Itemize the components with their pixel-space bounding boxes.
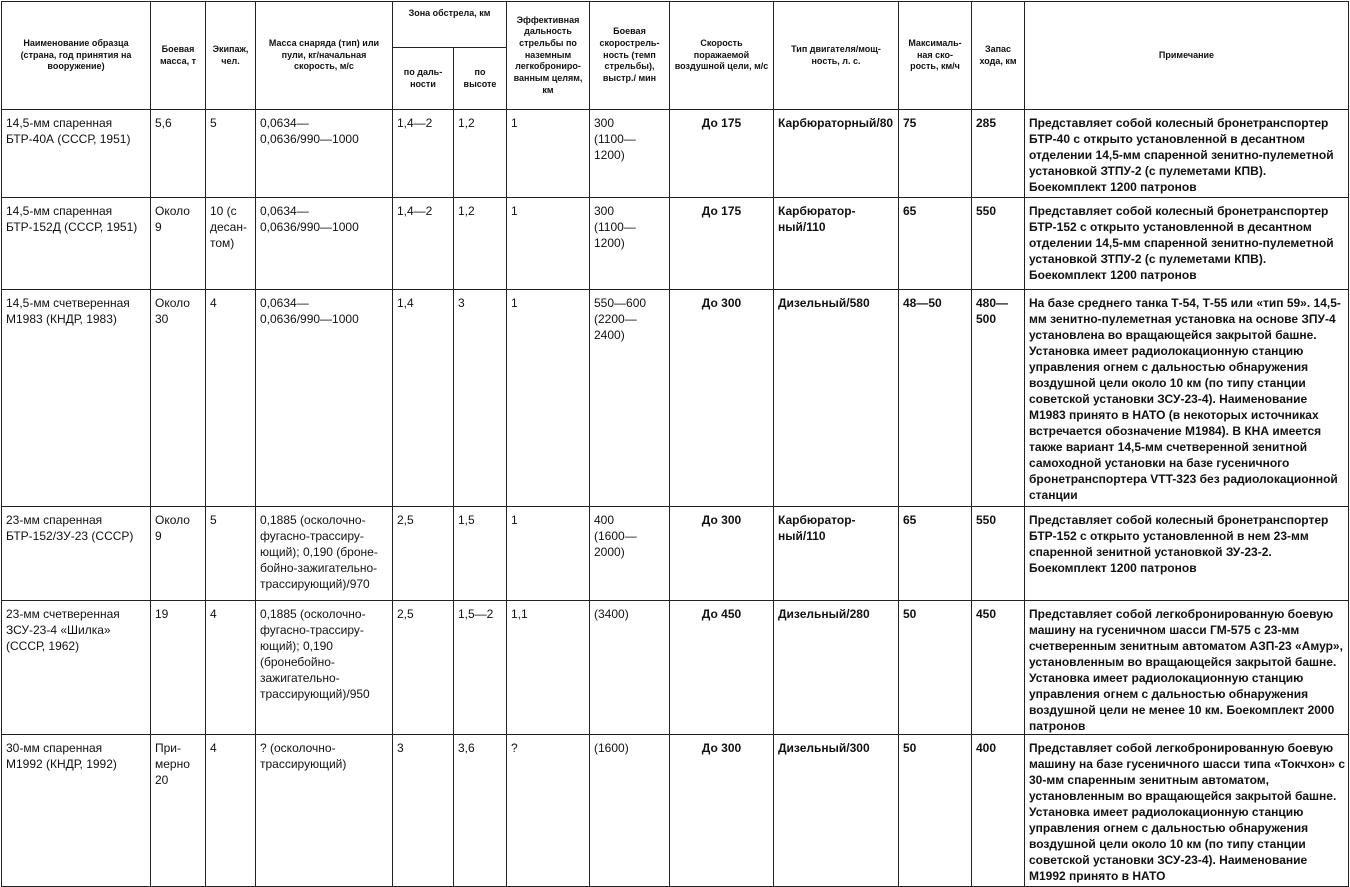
cell-projectile: 0,1885 (осколочно- фугасно-трассиру- ющий); 0,190 (бронебойно- зажигательно- трассирующий)/950 xyxy=(256,601,393,735)
cell-zone-height: 3 xyxy=(454,290,507,507)
cell-engine: Карбюратор- ный/110 xyxy=(774,198,899,290)
header-range: Запас хода, км xyxy=(972,2,1025,110)
header-name: Наименование образца (страна, год принятия на вооружение) xyxy=(2,2,151,110)
cell-target-speed: До 300 xyxy=(670,507,774,601)
cell-max-speed: 48—50 xyxy=(899,290,972,507)
header-max-speed: Максималь- ная ско- рость, км/ч xyxy=(899,2,972,110)
cell-effective-range: 1,1 xyxy=(507,601,590,735)
cell-zone-height: 1,5—2 xyxy=(454,601,507,735)
cell-rate-of-fire: 300 (1100— 1200) xyxy=(590,110,670,198)
cell-max-speed: 65 xyxy=(899,507,972,601)
cell-target-speed: До 450 xyxy=(670,601,774,735)
cell-note: Представляет собой легкобронированную боевую машину на гусеничном шасси ГМ-575 с 23-мм счетверенным зенитным автоматом АЗП-23 «Амур», установленным во вращающейся закрытой башне. Установка имеет радиолокационную станцию управления огнем с дальностью обнаружения воздушной цели не менее 10 км. Боекомплект 2000 патронов xyxy=(1025,601,1349,735)
cell-projectile: 0,0634— 0,0636/990—1000 xyxy=(256,110,393,198)
cell-effective-range: 1 xyxy=(507,290,590,507)
cell-projectile: ? (осколочно- трассирующий) xyxy=(256,735,393,887)
cell-note: Представляет собой колесный бронетранспортер БТР-40 с открыто установленной в десантном отделении 14,5-мм спаренной зенитно-пулеметной установкой ЗТПУ-2 (с пулеметами КПВ). Боекомплект 1200 патронов xyxy=(1025,110,1349,198)
cell-range: 550 xyxy=(972,198,1025,290)
cell-range: 480— 500 xyxy=(972,290,1025,507)
cell-mass: 5,6 xyxy=(151,110,206,198)
cell-rate-of-fire: (3400) xyxy=(590,601,670,735)
cell-zone-range: 1,4—2 xyxy=(393,110,454,198)
cell-name: 23-мм спаренная БТР-152/ЗУ-23 (СССР) xyxy=(2,507,151,601)
cell-effective-range: 1 xyxy=(507,198,590,290)
cell-zone-range: 2,5 xyxy=(393,507,454,601)
header-engine: Тип двигателя/мощ- ность, л. с. xyxy=(774,2,899,110)
header-zone-range: по даль- ности xyxy=(393,48,454,110)
cell-max-speed: 50 xyxy=(899,601,972,735)
cell-engine: Дизельный/580 xyxy=(774,290,899,507)
header-zone: Зона обстрела, км xyxy=(393,2,507,48)
cell-zone-height: 1,2 xyxy=(454,110,507,198)
cell-range: 400 xyxy=(972,735,1025,887)
cell-mass: Около 30 xyxy=(151,290,206,507)
table-body xyxy=(2,110,1349,887)
header-zone-height: по высоте xyxy=(454,48,507,110)
header-mass: Боевая масса, т xyxy=(151,2,206,110)
cell-name: 30-мм спаренная М1992 (КНДР, 1992) xyxy=(2,735,151,887)
cell-projectile: 0,0634— 0,0636/990—1000 xyxy=(256,290,393,507)
cell-range: 550 xyxy=(972,507,1025,601)
cell-rate-of-fire: 300 (1100— 1200) xyxy=(590,198,670,290)
cell-target-speed: До 175 xyxy=(670,198,774,290)
table-row xyxy=(2,507,1349,601)
cell-max-speed: 65 xyxy=(899,198,972,290)
cell-zone-height: 3,6 xyxy=(454,735,507,887)
cell-max-speed: 75 xyxy=(899,110,972,198)
header-rate-of-fire: Боевая скорострель- ность (темп стрельбы), выстр./ мин xyxy=(590,2,670,110)
cell-note: Представляет собой колесный бронетранспортер БТР-152 с открыто установленной в десантном отделении 14,5-мм спаренной зенитно-пулеметной установкой ЗТПУ-2 (с пулеметами КПВ). Боекомплект 1200 патронов xyxy=(1025,198,1349,290)
header-target-speed: Скорость поражаемой воздушной цели, м/с xyxy=(670,2,774,110)
cell-range: 285 xyxy=(972,110,1025,198)
cell-rate-of-fire: 400 (1600— 2000) xyxy=(590,507,670,601)
cell-zone-range: 2,5 xyxy=(393,601,454,735)
cell-zone-height: 1,2 xyxy=(454,198,507,290)
cell-engine: Дизельный/300 xyxy=(774,735,899,887)
cell-note: Представляет собой легкобронированную боевую машину на базе гусеничного шасси типа «Токчхон» с 30-мм спаренным зенитным автоматом, установленным во вращающейся закрытой башне. Установка имеет радиолокационную станцию управления огнем с дальностью обнаружения воздушной цели около 10 км (по типу станции советской установки ЗСУ-23-4). Наименование М1992 принято в НАТО xyxy=(1025,735,1349,887)
cell-mass: Около 9 xyxy=(151,507,206,601)
cell-zone-height: 1,5 xyxy=(454,507,507,601)
cell-crew: 10 (с десан- том) xyxy=(206,198,256,290)
table-row xyxy=(2,198,1349,290)
cell-crew: 4 xyxy=(206,290,256,507)
cell-name: 14,5-мм спаренная БТР-40А (СССР, 1951) xyxy=(2,110,151,198)
cell-rate-of-fire: 550—600 (2200— 2400) xyxy=(590,290,670,507)
table-row xyxy=(2,110,1349,198)
header-effective-range: Эффективная дальность стрельбы по наземным легкоброниро- ванным целям, км xyxy=(507,2,590,110)
cell-note: Представляет собой колесный бронетранспортер БТР-152 с открыто установленной в нем 23-мм спаренной зенитной установкой ЗУ-23-2. Боекомплект 1200 патронов xyxy=(1025,507,1349,601)
cell-mass: 19 xyxy=(151,601,206,735)
cell-projectile: 0,1885 (осколочно- фугасно-трассиру- ющий); 0,190 (броне- бойно-зажигательно- трассирующий)/970 xyxy=(256,507,393,601)
cell-target-speed: До 175 xyxy=(670,110,774,198)
cell-name: 14,5-мм счетверенная М1983 (КНДР, 1983) xyxy=(2,290,151,507)
cell-max-speed: 50 xyxy=(899,735,972,887)
table-row xyxy=(2,735,1349,887)
table-row xyxy=(2,601,1349,735)
cell-engine: Карбюраторный/80 xyxy=(774,110,899,198)
header-note: Примечание xyxy=(1025,2,1349,110)
cell-target-speed: До 300 xyxy=(670,735,774,887)
cell-effective-range: ? xyxy=(507,735,590,887)
cell-mass: При- мерно 20 xyxy=(151,735,206,887)
specifications-table xyxy=(1,1,1349,887)
cell-crew: 4 xyxy=(206,601,256,735)
cell-mass: Около 9 xyxy=(151,198,206,290)
cell-crew: 5 xyxy=(206,507,256,601)
cell-range: 450 xyxy=(972,601,1025,735)
cell-engine: Дизельный/280 xyxy=(774,601,899,735)
table-row xyxy=(2,290,1349,507)
header-projectile: Масса снаряда (тип) или пули, кг/начальная скорость, м/с xyxy=(256,2,393,110)
cell-name: 14,5-мм спаренная БТР-152Д (СССР, 1951) xyxy=(2,198,151,290)
cell-effective-range: 1 xyxy=(507,507,590,601)
cell-projectile: 0,0634— 0,0636/990—1000 xyxy=(256,198,393,290)
cell-effective-range: 1 xyxy=(507,110,590,198)
cell-target-speed: До 300 xyxy=(670,290,774,507)
cell-zone-range: 1,4—2 xyxy=(393,198,454,290)
cell-engine: Карбюратор- ный/110 xyxy=(774,507,899,601)
cell-name: 23-мм счетверенная ЗСУ-23-4 «Шилка» (СССР, 1962) xyxy=(2,601,151,735)
header-crew: Экипаж, чел. xyxy=(206,2,256,110)
cell-zone-range: 3 xyxy=(393,735,454,887)
cell-note: На базе среднего танка Т-54, Т-55 или «тип 59». 14,5-мм зенитно-пулеметная установка на основе ЗПУ-4 установлена во вращающейся закрытой башне. Установка имеет радиолокационную станцию управления огнем с дальностью обнаружения воздушной цели около 10 км (по типу станции советской установки ЗСУ-23-4). Наименование М1983 принято в НАТО (в некоторых источниках встречается обозначение М1984). В КНА имеется также вариант 14,5-мм счетверенной зенитной самоходной установки на базе гусеничного бронетранспортера VTT-323 без радиолокационной станции xyxy=(1025,290,1349,507)
cell-zone-range: 1,4 xyxy=(393,290,454,507)
cell-crew: 5 xyxy=(206,110,256,198)
cell-rate-of-fire: (1600) xyxy=(590,735,670,887)
cell-crew: 4 xyxy=(206,735,256,887)
